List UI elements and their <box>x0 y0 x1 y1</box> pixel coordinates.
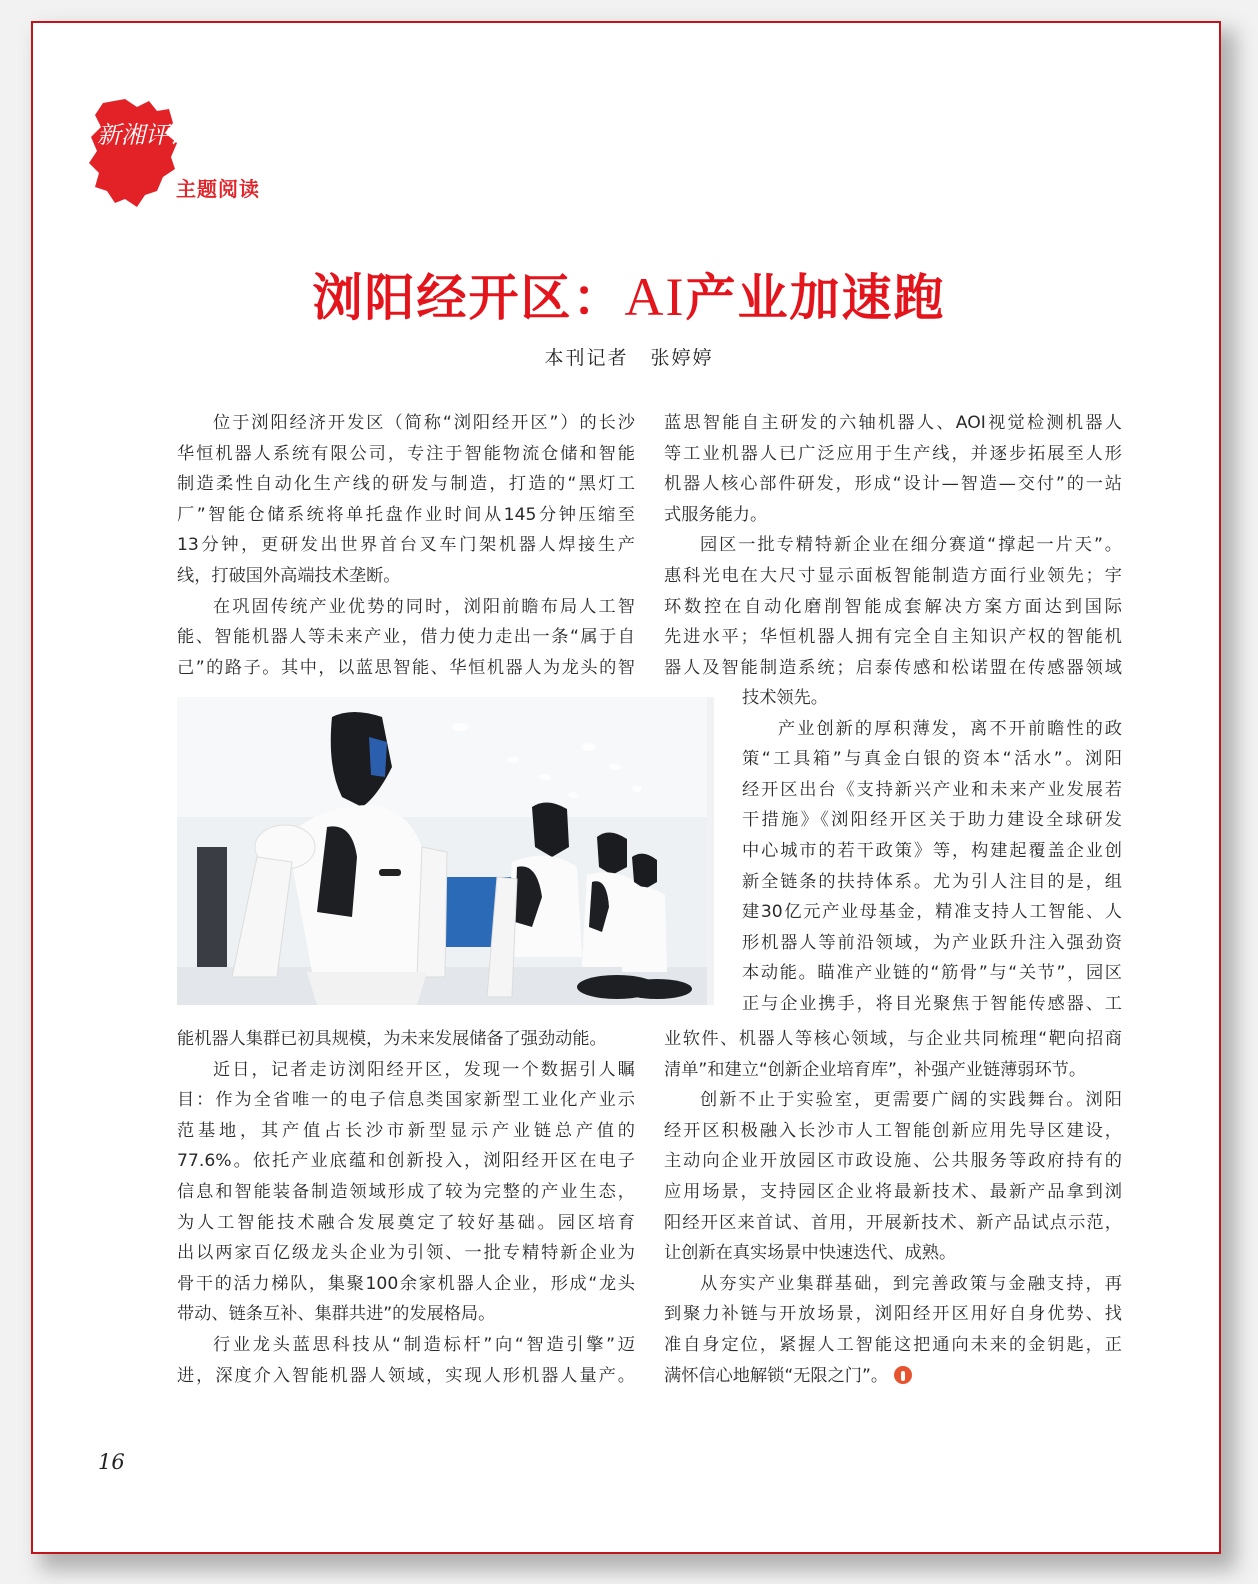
text-line: 出以两家百亿级龙头企业为引领、一批专精特新企业为 <box>177 1243 635 1264</box>
text-line: 业软件、机器人等核心领域，与企业共同梳理“靶向招商 <box>664 1029 1122 1049</box>
text-line: 清单”和建立“创新企业培育库”，补强产业链薄弱环节。 <box>664 1059 1087 1080</box>
text-line: 进，深度介入智能机器人领域，实现人形机器人量产。 <box>177 1365 635 1386</box>
right-column-top <box>664 408 1122 683</box>
text-line: 能、智能机器人等未来产业，借力使力走出一条“属于自 <box>177 627 635 648</box>
text-line: 从夯实产业集群基础，到完善政策与金融支持，再 <box>700 1273 1122 1294</box>
text-line: 己”的路子。其中，以蓝思智能、华恒机器人为龙头的智 <box>177 657 635 678</box>
text-line: 位于浏阳经济开发区（简称“浏阳经开区”）的长沙 <box>213 413 635 433</box>
title-part2: 产业加速跑 <box>685 269 946 327</box>
title-part1: 浏阳经开区： <box>312 269 625 327</box>
text-line: 建30亿元产业母基金，精准支持人工智能、人 <box>742 902 1122 923</box>
text-line: 蓝思智能自主研发的六轴机器人、AOI视觉检测机器人 <box>664 413 1122 433</box>
text-line: 等工业机器人已广泛应用于生产线，并逐步拓展至人形 <box>664 443 1122 464</box>
text-line: 本动能。瞄准产业链的“筋骨”与“关节”，园区 <box>742 963 1122 984</box>
text-line: 经开区积极融入长沙市人工智能创新应用先导区建设， <box>664 1120 1122 1141</box>
text-line: 厂”智能仓储系统将单托盘作业时间从145分钟压缩至 <box>177 504 635 525</box>
text-line: 机器人核心部件研发，形成“设计—智造—交付”的一站 <box>664 474 1122 495</box>
text-line: 华恒机器人系统有限公司，专注于智能物流仓储和智能 <box>177 443 635 464</box>
text-line: 中心城市的若干政策》等，构建起覆盖企业创 <box>742 840 1122 861</box>
text-line: 目：作为全省唯一的电子信息类国家新型工业化产业示 <box>177 1090 635 1111</box>
text-line: 惠科光电在大尺寸显示面板智能制造方面行业领先；宇 <box>664 565 1122 586</box>
text-line: 形机器人等前沿领域，为产业跃升注入强劲资 <box>742 932 1122 953</box>
text-line: 环数控在自动化磨削智能成套解决方案方面达到国际 <box>664 596 1122 617</box>
text-line: 能机器人集群已初具规模，为未来发展储备了强劲动能。 <box>177 1029 607 1049</box>
text-line: 行业龙头蓝思科技从“制造标杆”向“智造引擎”迈 <box>213 1334 635 1355</box>
title-ai: AI <box>624 267 686 327</box>
text-line: 13分钟，更研发出世界首台叉车门架机器人焊接生产 <box>177 535 635 556</box>
robots-image <box>177 697 714 1005</box>
byline <box>0 343 1258 370</box>
text-line: 式服务能力。 <box>664 504 768 525</box>
text-line: 产业创新的厚积薄发，离不开前瞻性的政 <box>778 718 1122 739</box>
byline-author: 张婷婷 <box>650 347 714 369</box>
text-line: 技术领先。 <box>742 688 828 708</box>
left-column-bottom <box>177 1024 635 1391</box>
text-line: 器人及智能制造系统；启泰传感和松诺盟在传感器领域 <box>664 657 1122 678</box>
byline-role: 本刊记者 <box>544 347 629 369</box>
text-line: 到聚力补链与开放场景，浏阳经开区用好自身优势、找 <box>664 1304 1122 1325</box>
text-line: 制造柔性自动化生产线的研发与制造，打造的“黑灯工 <box>177 474 635 495</box>
text-line: 阳经开区来首试、首用，开展新技术、新产品试点示范， <box>664 1212 1122 1233</box>
right-column-bottom <box>664 1024 1122 1391</box>
text-line: 新全链条的扶持体系。尤为引人注目的是，组 <box>742 871 1122 892</box>
section-label: 主题阅读 <box>176 177 260 201</box>
text-line: 让创新在真实场景中快速迭代、成熟。 <box>664 1243 957 1264</box>
text-line: 带动、链条互补、集群共进”的发展格局。 <box>177 1304 496 1325</box>
text-line: 线，打破国外高端技术垄断。 <box>177 565 401 586</box>
text-line: 77.6%。依托产业底蕴和创新投入，浏阳经开区在电子 <box>177 1151 635 1172</box>
text-line: 先进水平；华恒机器人拥有完全自主知识产权的智能机 <box>664 627 1122 648</box>
article-title <box>0 258 1258 330</box>
text-line: 骨干的活力梯队，集聚100余家机器人企业，形成“龙头 <box>177 1273 635 1294</box>
text-line: 策“工具箱”与真金白银的资本“活水”。浏阳 <box>742 749 1122 770</box>
text-line: 应用场景，支持园区企业将最新技术、最新产品拿到浏 <box>664 1181 1122 1202</box>
text-line: 准自身定位，紧握人工智能这把通向未来的金钥匙，正 <box>664 1334 1122 1355</box>
text-line: 主动向企业开放园区市政设施、公共服务等政府持有的 <box>664 1151 1122 1172</box>
text-line: 创新不止于实验室，更需要广阔的实践舞台。浏阳 <box>700 1090 1122 1111</box>
text-line: 近日，记者走访浏阳经开区，发现一个数据引人瞩 <box>213 1059 635 1080</box>
article-photo <box>177 697 714 1005</box>
text-line: 园区一批专精特新企业在细分赛道“撑起一片天”。 <box>700 535 1122 556</box>
text-line: 满怀信心地解锁“无限之门”。 <box>664 1361 1122 1392</box>
page-number: 16 <box>98 1450 125 1474</box>
text-line: 在巩固传统产业优势的同时，浏阳前瞻布局人工智 <box>213 596 635 617</box>
text-line: 范基地，其产值占长沙市新型显示产业链总产值的 <box>177 1120 635 1141</box>
text-line: 信息和智能装备制造领域形成了较为完整的产业生态， <box>177 1181 635 1202</box>
right-column-wrap <box>742 683 1122 1020</box>
left-column-top <box>177 408 635 683</box>
end-of-article-icon <box>894 1366 912 1384</box>
text-line: 经开区出台《支持新兴产业和未来产业发展若 <box>742 779 1122 800</box>
text-line: 干措施》《浏阳经开区关于助力建设全球研发 <box>742 810 1122 831</box>
svg-text:新湘评论: 新湘评论 <box>97 121 193 149</box>
text-line: 为人工智能技术融合发展奠定了较好基础。园区培育 <box>177 1212 635 1233</box>
text-line: 正与企业携手，将目光聚焦于智能传感器、工 <box>742 993 1122 1014</box>
